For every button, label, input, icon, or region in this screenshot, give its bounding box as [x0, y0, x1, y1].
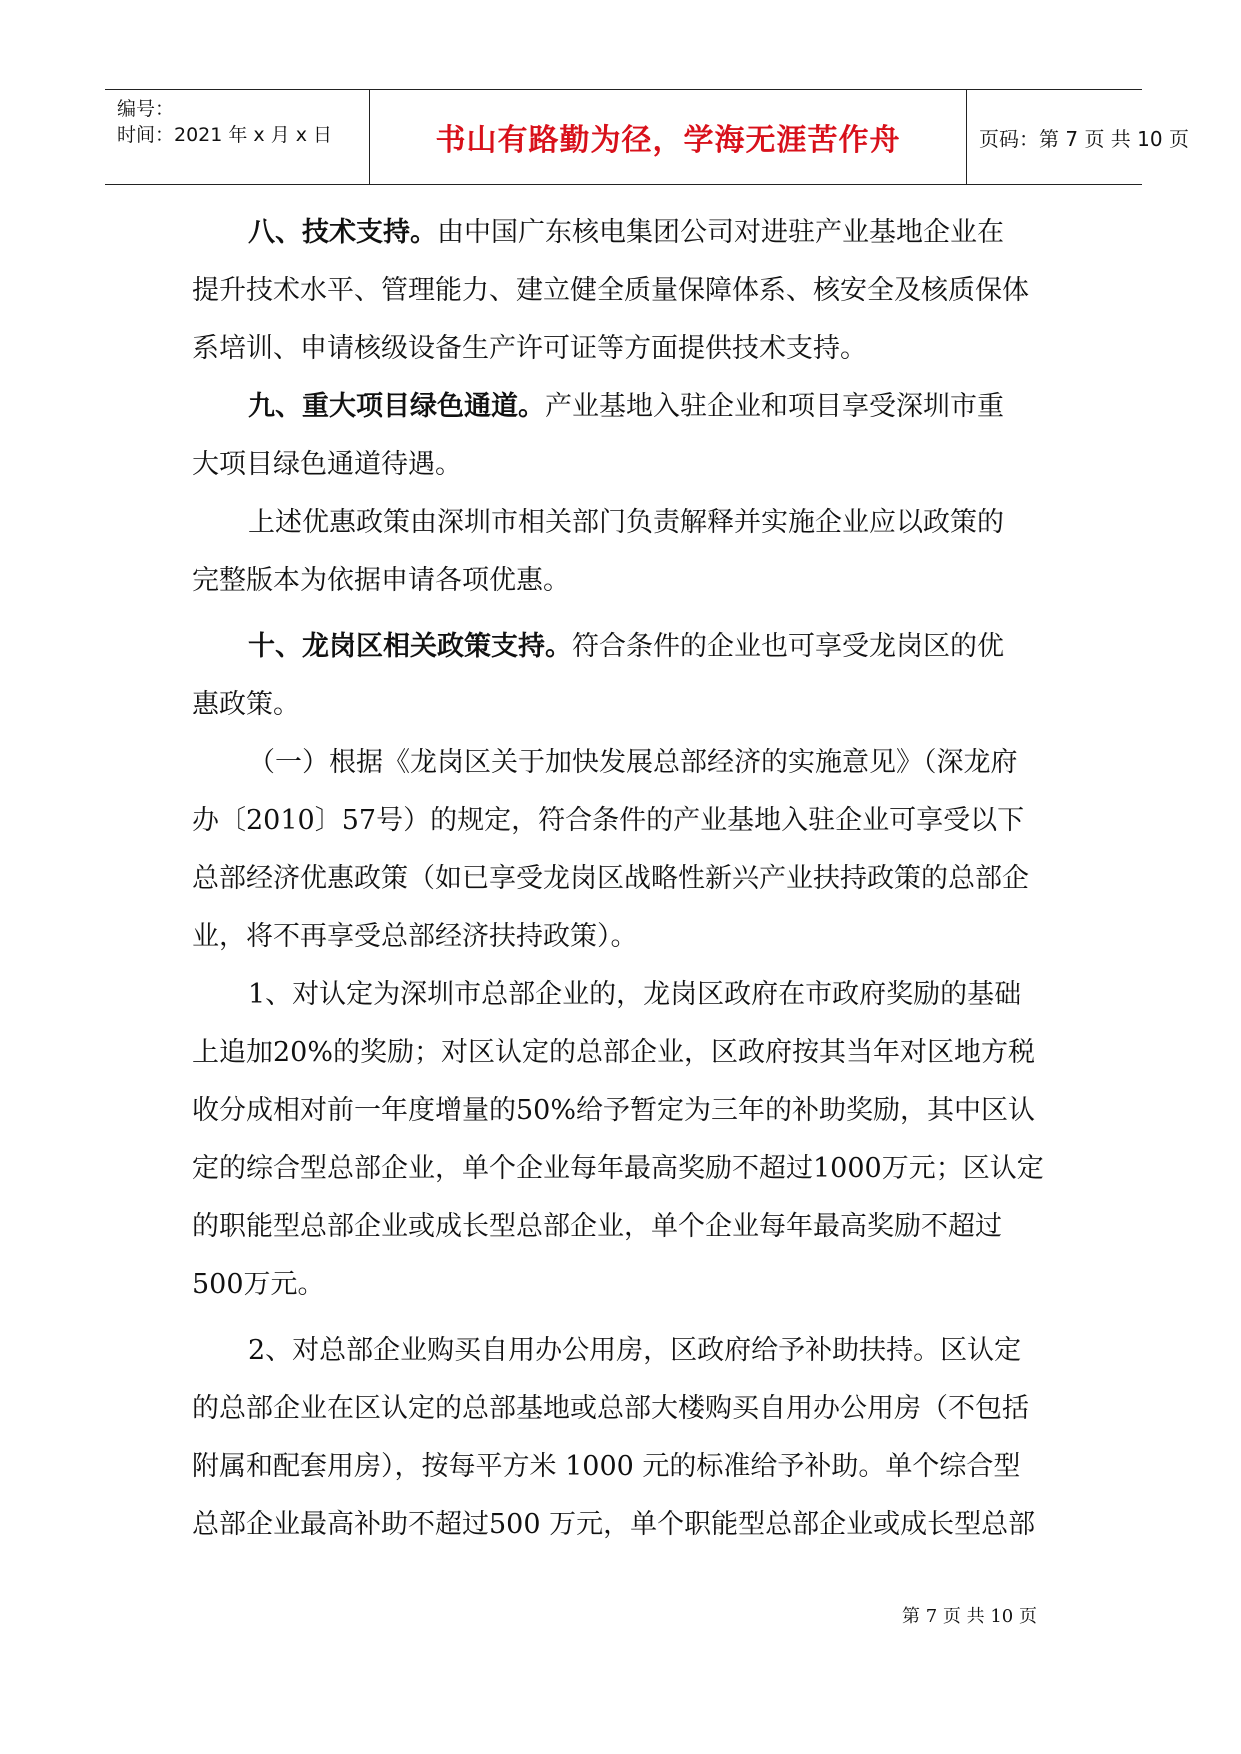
header-page-cell: [967, 90, 1189, 184]
item-1-line: 的职能型总部企业或成长型总部企业，单个企业每年最高奖励不超过: [192, 1211, 1002, 1242]
item-2-line: 的总部企业在区认定的总部基地或总部大楼购买自用办公用房（不包括: [192, 1393, 1029, 1424]
paragraph-9-line: 大项目绿色通道待遇。: [192, 449, 462, 480]
serial-number-label: 编号：: [117, 98, 175, 120]
item-2-line: 2、对总部企业购买自用办公用房，区政府给予补助扶持。区认定: [248, 1335, 1022, 1366]
subsection-1-line: （一）根据《龙岗区关于加快发展总部经济的实施意见》（深龙府: [248, 747, 1018, 778]
page-footer-number: 第 7 页 共 10 页: [902, 1606, 1037, 1627]
section-heading: 八、技术支持。: [248, 217, 437, 248]
policy-note-line: 完整版本为依据申请各项优惠。: [192, 565, 570, 596]
policy-note-line: 上述优惠政策由深圳市相关部门负责解释并实施企业应以政策的: [248, 507, 1004, 538]
subsection-1-line: 总部经济优惠政策（如已享受龙岗区战略性新兴产业扶持政策的总部企: [192, 863, 1029, 894]
document-body: [192, 204, 1072, 1554]
item-2-line: 总部企业最高补助不超过500 万元，单个职能型总部企业或成长型总部: [192, 1509, 1036, 1540]
header-meta-cell: [105, 90, 370, 184]
paragraph-10-line: [192, 618, 1072, 676]
paragraph-8-line: 系培训、申请核级设备生产许可证等方面提供技术支持。: [192, 333, 867, 364]
paragraph-text: 由中国广东核电集团公司对进驻产业基地企业在: [437, 217, 1004, 248]
item-1-line: 定的综合型总部企业，单个企业每年最高奖励不超过1000万元；区认定: [192, 1153, 1044, 1184]
item-2-line: 附属和配套用房），按每平方米 1000 元的标准给予补助。单个综合型: [192, 1451, 1021, 1482]
header-page-code: 页码：第 7 页 共 10 页: [979, 126, 1189, 151]
paragraph-10-line: 惠政策。: [192, 689, 300, 720]
paragraph-text: 产业基地入驻企业和项目享受深圳市重: [545, 391, 1004, 422]
paragraph-8-line: [192, 204, 1072, 262]
item-1-line: 上追加20%的奖励；对区认定的总部企业，区政府按其当年对区地方税: [192, 1037, 1036, 1068]
section-heading: 九、重大项目绿色通道。: [248, 391, 545, 422]
subsection-1-line: 业，将不再享受总部经济扶持政策）。: [192, 921, 638, 952]
item-1-line: 500万元。: [192, 1269, 325, 1300]
paragraph-8-line: 提升技术水平、管理能力、建立健全质量保障体系、核安全及核质保体: [192, 275, 1029, 306]
paragraph-text: 符合条件的企业也可享受龙岗区的优: [572, 631, 1004, 662]
paragraph-9-line: [192, 378, 1072, 436]
item-1-line: 收分成相对前一年度增量的50%给予暂定为三年的补助奖励，其中区认: [192, 1095, 1036, 1126]
header-motto-cell: [370, 90, 967, 184]
motto-text: 书山有路勤为径，学海无涯苦作舟: [435, 123, 901, 158]
time-label: 时间：2021 年 x 月 x 日: [117, 124, 333, 146]
subsection-1-line: 办〔2010〕57号）的规定，符合条件的产业基地入驻企业可享受以下: [192, 805, 1025, 836]
document-header: [105, 89, 1189, 185]
item-1-line: 1、对认定为深圳市总部企业的，龙岗区政府在市政府奖励的基础: [248, 979, 1022, 1010]
section-heading: 十、龙岗区相关政策支持。: [248, 631, 572, 662]
